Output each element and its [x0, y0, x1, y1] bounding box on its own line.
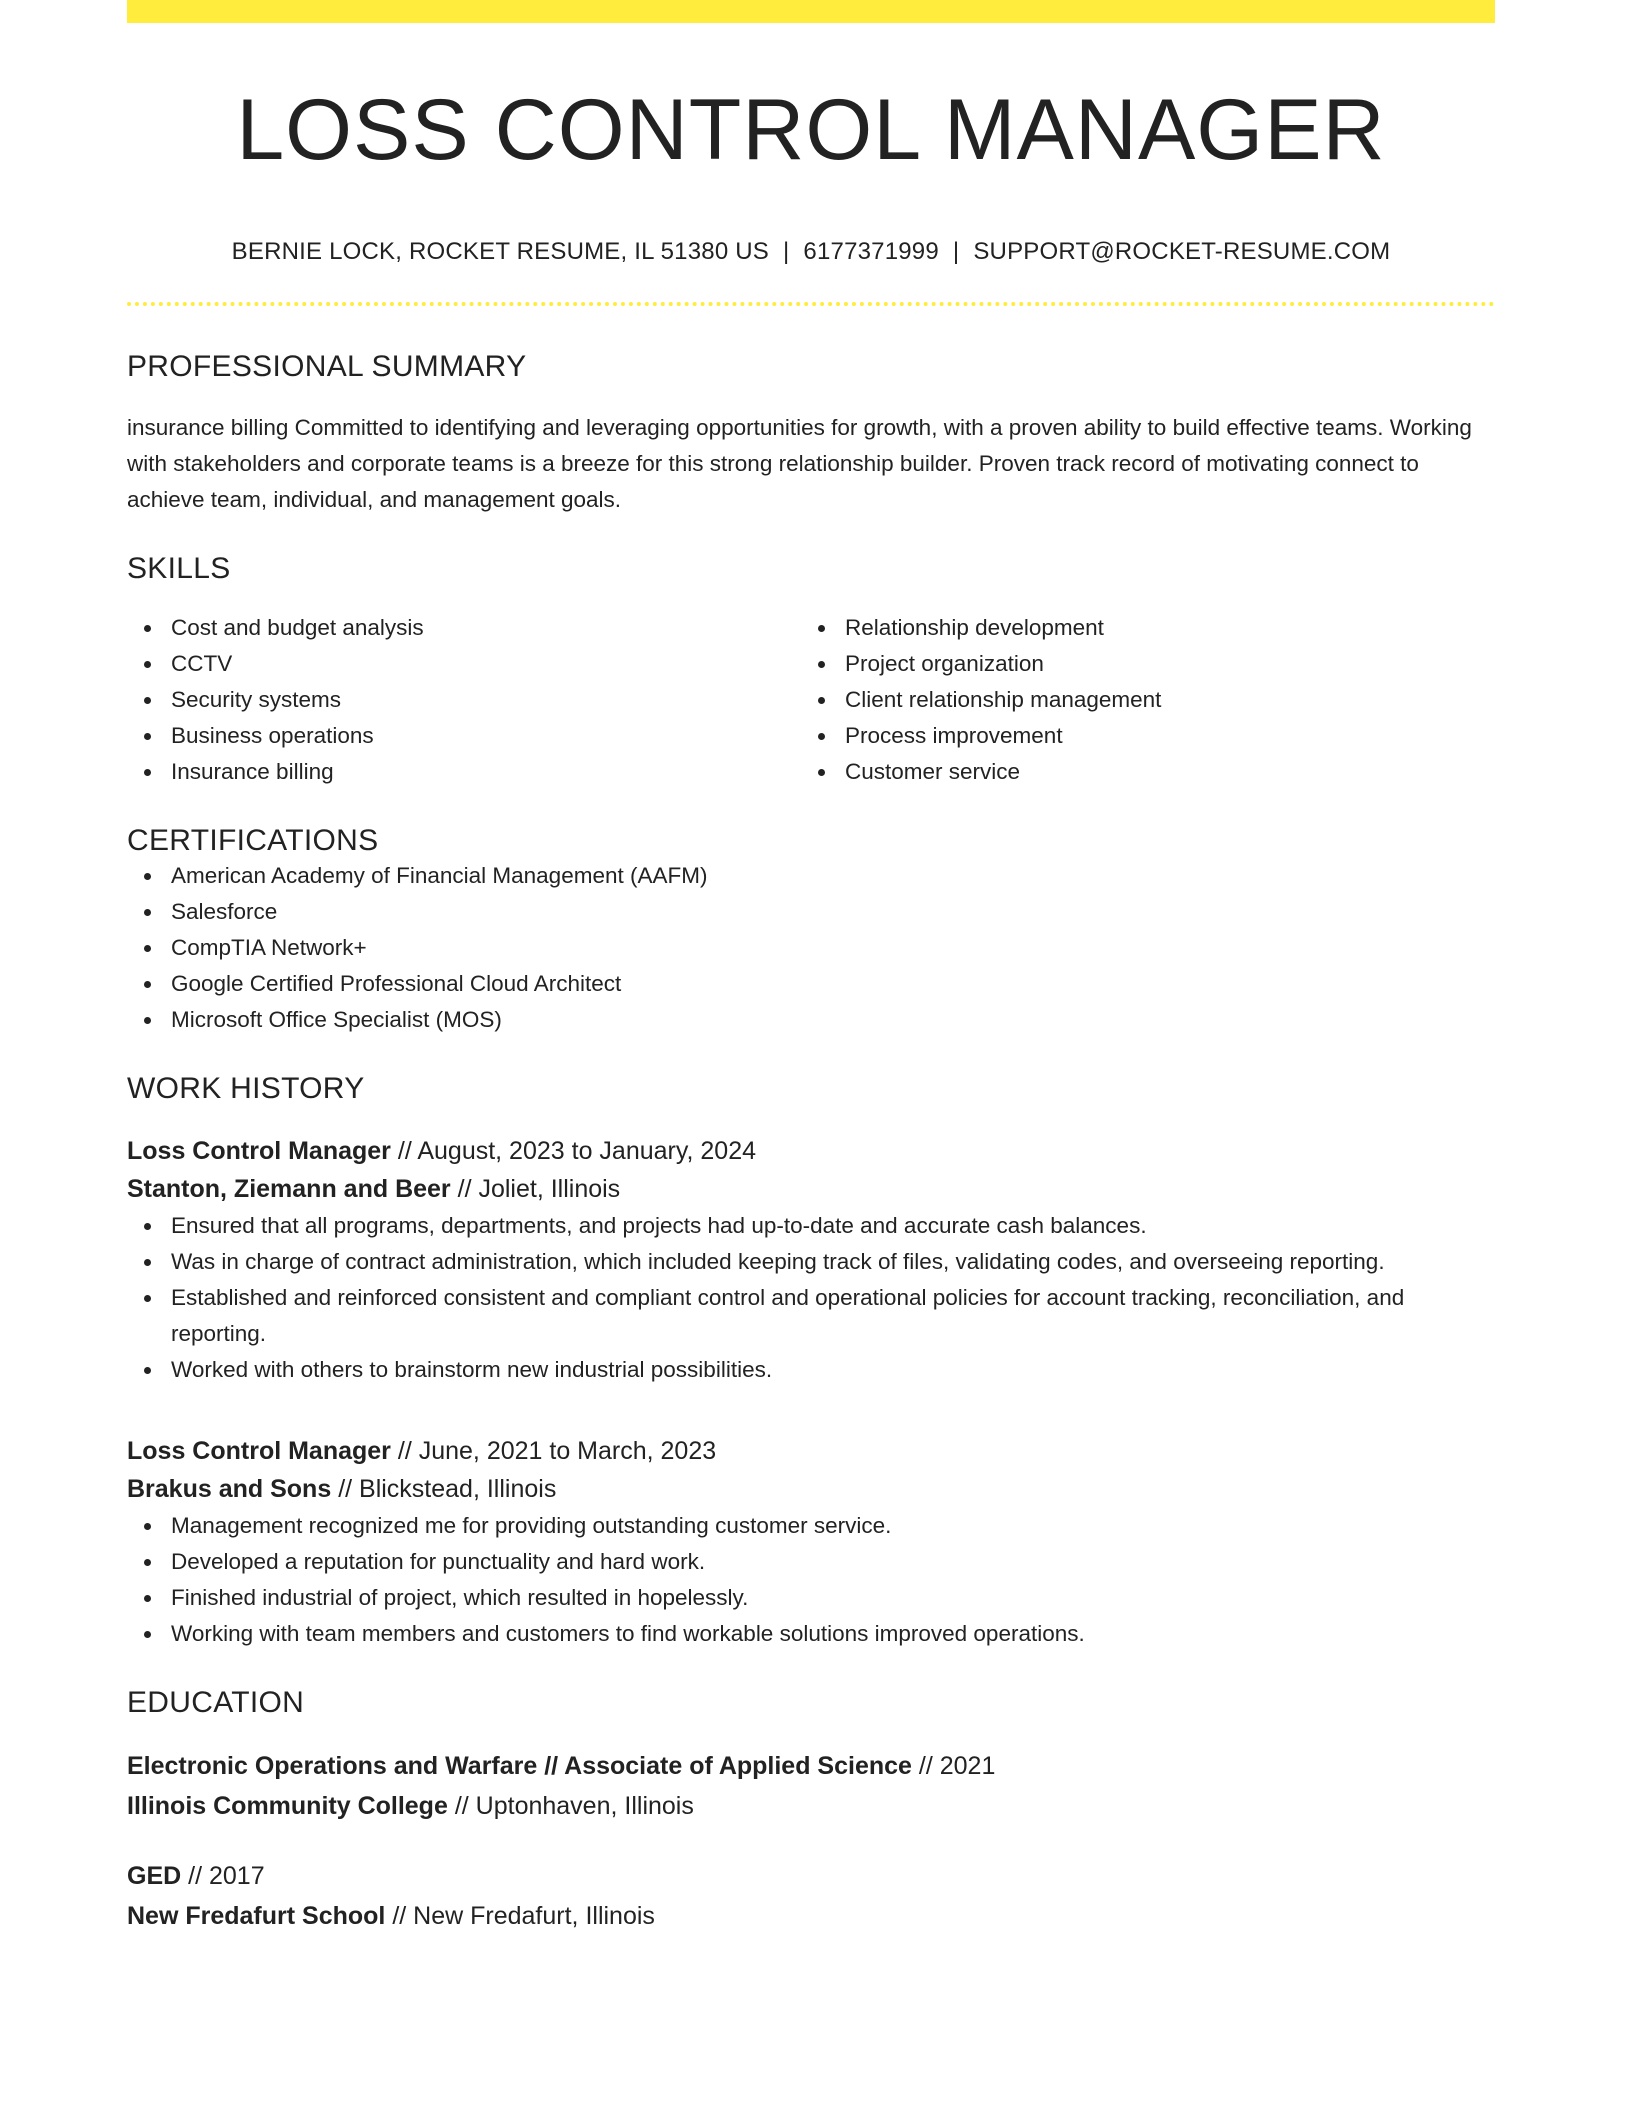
- skill-item: CCTV: [171, 646, 801, 682]
- job-company-line: [127, 1470, 1495, 1508]
- certification-item: Google Certified Professional Cloud Architect: [127, 966, 1495, 1002]
- contact-phone: 6177371999: [803, 237, 939, 265]
- skill-item: Customer service: [845, 754, 1475, 790]
- certification-item: American Academy of Financial Management (AAFM): [127, 858, 1495, 894]
- resume-page: [127, 0, 1495, 1936]
- job-bullet: Ensured that all programs, departments, and projects had up-to-date and accurate cash balances.: [127, 1208, 1495, 1244]
- contact-email: SUPPORT@ROCKET-RESUME.COM: [973, 237, 1391, 265]
- work-history-heading: WORK HISTORY: [127, 1071, 365, 1105]
- job-bullet: Working with team members and customers to find workable solutions improved operations.: [127, 1616, 1495, 1652]
- education-school: Illinois Community College: [127, 1791, 448, 1820]
- certification-item: Salesforce: [127, 894, 1495, 930]
- certification-item: CompTIA Network+: [127, 930, 1495, 966]
- education-degree-line: [127, 1746, 1495, 1786]
- job-entry: [127, 1432, 1495, 1652]
- skill-item: Relationship development: [845, 610, 1475, 646]
- job-dates: // August, 2023 to January, 2024: [397, 1136, 757, 1165]
- education-entry: [127, 1856, 1495, 1936]
- job-bullet: Finished industrial of project, which resulted in hopelessly.: [127, 1580, 1495, 1616]
- contact-address: BERNIE LOCK, ROCKET RESUME, IL 51380 US: [231, 237, 769, 265]
- job-bullets: [127, 1508, 1495, 1652]
- skill-item: Security systems: [171, 682, 801, 718]
- contact-separator: |: [782, 237, 790, 265]
- job-title: Loss Control Manager: [127, 1436, 391, 1465]
- skill-item: Client relationship management: [845, 682, 1475, 718]
- education-entry: [127, 1746, 1495, 1826]
- skills-grid: [127, 610, 1495, 790]
- education-location: // Uptonhaven, Illinois: [454, 1791, 694, 1820]
- job-location: // Joliet, Illinois: [457, 1174, 621, 1203]
- job-bullet: Worked with others to brainstorm new industrial possibilities.: [127, 1352, 1495, 1388]
- job-company: Brakus and Sons: [127, 1474, 332, 1503]
- skills-heading: SKILLS: [127, 551, 231, 585]
- skill-item: Process improvement: [845, 718, 1475, 754]
- certification-item: Microsoft Office Specialist (MOS): [127, 1002, 1495, 1038]
- job-title-line: [127, 1132, 1495, 1170]
- job-bullet: Developed a reputation for punctuality and hard work.: [127, 1544, 1495, 1580]
- job-bullets: [127, 1208, 1495, 1388]
- job-company-line: [127, 1170, 1495, 1208]
- job-dates: // June, 2021 to March, 2023: [397, 1436, 717, 1465]
- education-degree-line: [127, 1856, 1495, 1896]
- education-heading: EDUCATION: [127, 1685, 305, 1719]
- education-year: // 2021: [918, 1751, 996, 1780]
- job-location: // Blickstead, Illinois: [338, 1474, 557, 1503]
- education-school-line: [127, 1896, 1495, 1936]
- skill-item: Insurance billing: [171, 754, 801, 790]
- contact-line: [127, 238, 1495, 266]
- top-accent-bar: [127, 0, 1495, 23]
- skill-item: Business operations: [171, 718, 801, 754]
- skills-column-right: [801, 610, 1475, 790]
- job-entry: [127, 1132, 1495, 1388]
- summary-heading: PROFESSIONAL SUMMARY: [127, 349, 527, 383]
- education-degree: GED: [127, 1861, 182, 1890]
- skill-item: Cost and budget analysis: [171, 610, 801, 646]
- education-degree: Electronic Operations and Warfare // Associate of Applied Science: [127, 1751, 912, 1780]
- job-bullet: Was in charge of contract administration, which included keeping track of files, validating codes, and overseeing reporting.: [127, 1244, 1495, 1280]
- education-location: // New Fredafurt, Illinois: [392, 1901, 655, 1930]
- resume-title: LOSS CONTROL MANAGER: [236, 82, 1386, 178]
- job-title: Loss Control Manager: [127, 1136, 391, 1165]
- certifications-heading: CERTIFICATIONS: [127, 823, 379, 857]
- dotted-divider: [127, 302, 1495, 306]
- job-bullet: Established and reinforced consistent and compliant control and operational policies for account tracking, reconciliation, and reporting.: [127, 1280, 1495, 1352]
- education-year: // 2017: [188, 1861, 265, 1890]
- skill-item: Project organization: [845, 646, 1475, 682]
- certifications-list: [127, 858, 1495, 1038]
- skills-column-left: [127, 610, 801, 790]
- summary-text: insurance billing Committed to identifying and leveraging opportunities for growth, with a proven ability to build effective teams. Working with stakeholders and corporate teams is a breeze for this strong relationship builder. Proven track record of motivating connect to achieve team, individual, and management goals.: [127, 414, 1472, 512]
- job-title-line: [127, 1432, 1495, 1470]
- job-company: Stanton, Ziemann and Beer: [127, 1174, 451, 1203]
- education-school-line: [127, 1786, 1495, 1826]
- contact-separator: |: [952, 237, 960, 265]
- job-bullet: Management recognized me for providing outstanding customer service.: [127, 1508, 1495, 1544]
- education-school: New Fredafurt School: [127, 1901, 386, 1930]
